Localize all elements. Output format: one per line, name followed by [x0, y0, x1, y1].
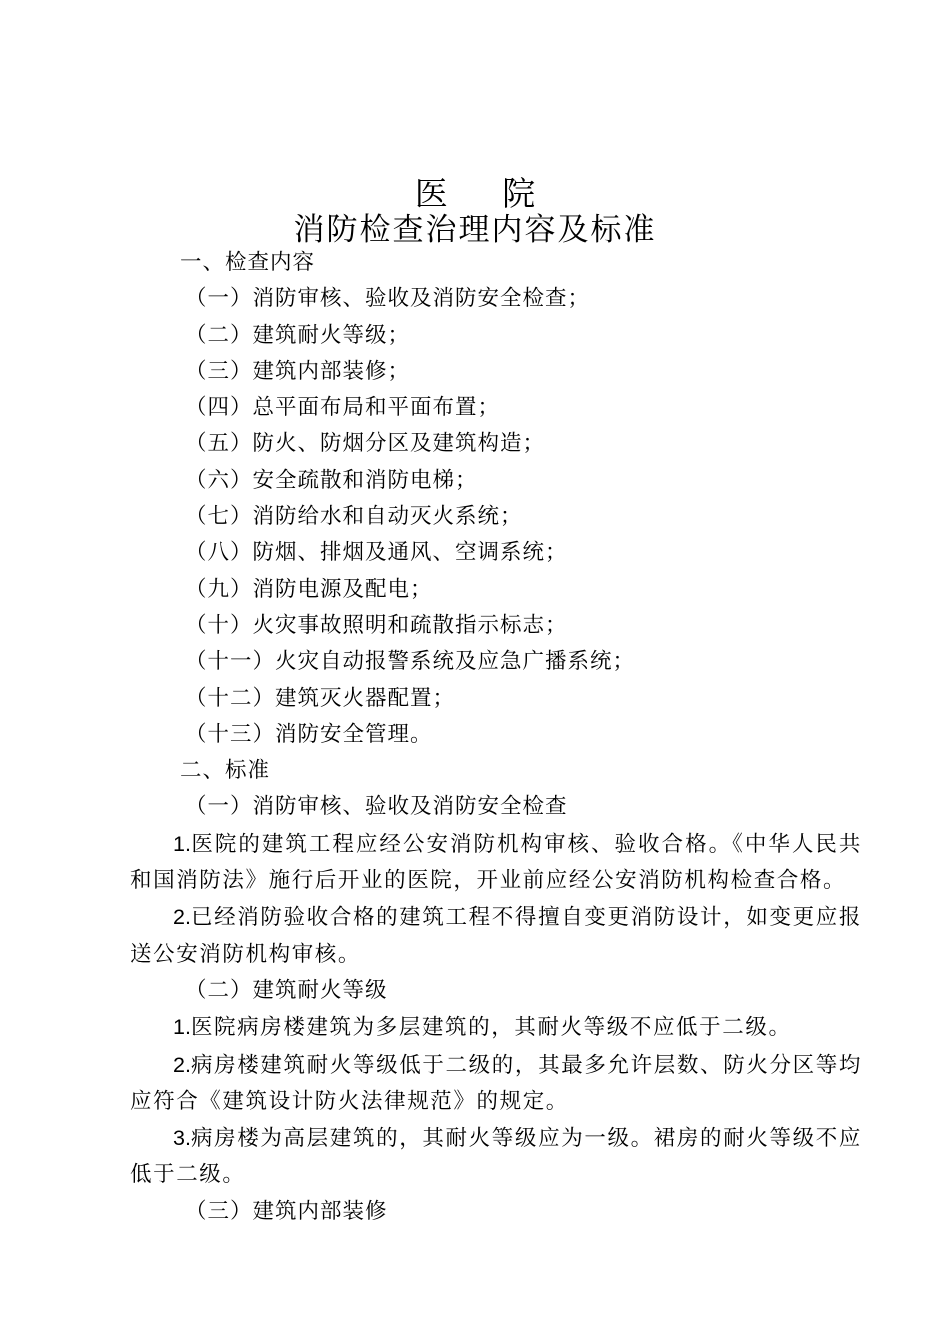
- list-item: （十三）消防安全管理。: [185, 721, 433, 747]
- paragraph-text: 已经消防验收合格的建筑工程不得擅自变更消防设计，如变更应报送公安消防机构审核。: [130, 905, 862, 967]
- document-title-line1: 医 院: [414, 174, 558, 213]
- paragraph: [130, 1009, 862, 1046]
- paragraph: [130, 1047, 862, 1121]
- list-item: （一）消防审核、验收及消防安全检查；: [185, 286, 591, 312]
- list-item: （十二）建筑灭火器配置；: [185, 685, 456, 711]
- paragraph-text: 病房楼为高层建筑的，其耐火等级应为一级。裙房的耐火等级不应低于二级。: [130, 1126, 862, 1188]
- paragraph: [130, 826, 862, 900]
- list-item: （十一）火灾自动报警系统及应急广播系统；: [185, 649, 636, 675]
- subsection-heading-interior-decoration: （三）建筑内部装修: [185, 1198, 388, 1224]
- paragraph: [130, 1120, 862, 1194]
- list-item: （九）消防电源及配电；: [185, 576, 433, 602]
- paragraph-number: 1.: [173, 1015, 191, 1040]
- list-item: （二）建筑耐火等级；: [185, 322, 411, 348]
- subsection-heading-fire-resistance: （二）建筑耐火等级: [185, 977, 388, 1003]
- paragraph-text: 医院的建筑工程应经公安消防机构审核、验收合格。《中华人民共和国消防法》施行后开业的医院，开业前应经公安消防机构检查合格。: [130, 831, 862, 894]
- paragraph-number: 3.: [173, 1126, 191, 1151]
- paragraph-text: 病房楼建筑耐火等级低于二级的，其最多允许层数、防火分区等均应符合《建筑设计防火法律规范》的规定。: [130, 1052, 862, 1114]
- list-item: （三）建筑内部装修；: [185, 358, 411, 384]
- list-item: （八）防烟、排烟及通风、空调系统；: [185, 540, 568, 566]
- paragraph: [130, 899, 862, 973]
- list-item: （六）安全疏散和消防电梯；: [185, 467, 478, 493]
- paragraph-number: 1.: [173, 831, 191, 856]
- list-item: （五）防火、防烟分区及建筑构造；: [185, 431, 546, 457]
- section-heading-standards: 二、标准: [180, 758, 271, 784]
- document-body: [130, 245, 862, 1230]
- list-item: （七）消防给水和自动灭火系统；: [185, 504, 523, 530]
- paragraph-text: 医院病房楼建筑为多层建筑的，其耐火等级不应低于二级。: [190, 1015, 792, 1041]
- paragraph-number: 2.: [173, 905, 191, 930]
- list-item: （四）总平面布局和平面布置；: [185, 395, 501, 421]
- subsection-heading-review-acceptance: （一）消防审核、验收及消防安全检查: [185, 794, 568, 820]
- section-heading-inspection-content: 一、检查内容: [180, 250, 316, 275]
- document-title-line2: 消防检查治理内容及标准: [293, 212, 657, 248]
- list-item: （十）火灾事故照明和疏散指示标志；: [185, 612, 568, 638]
- paragraph-number: 2.: [173, 1052, 191, 1077]
